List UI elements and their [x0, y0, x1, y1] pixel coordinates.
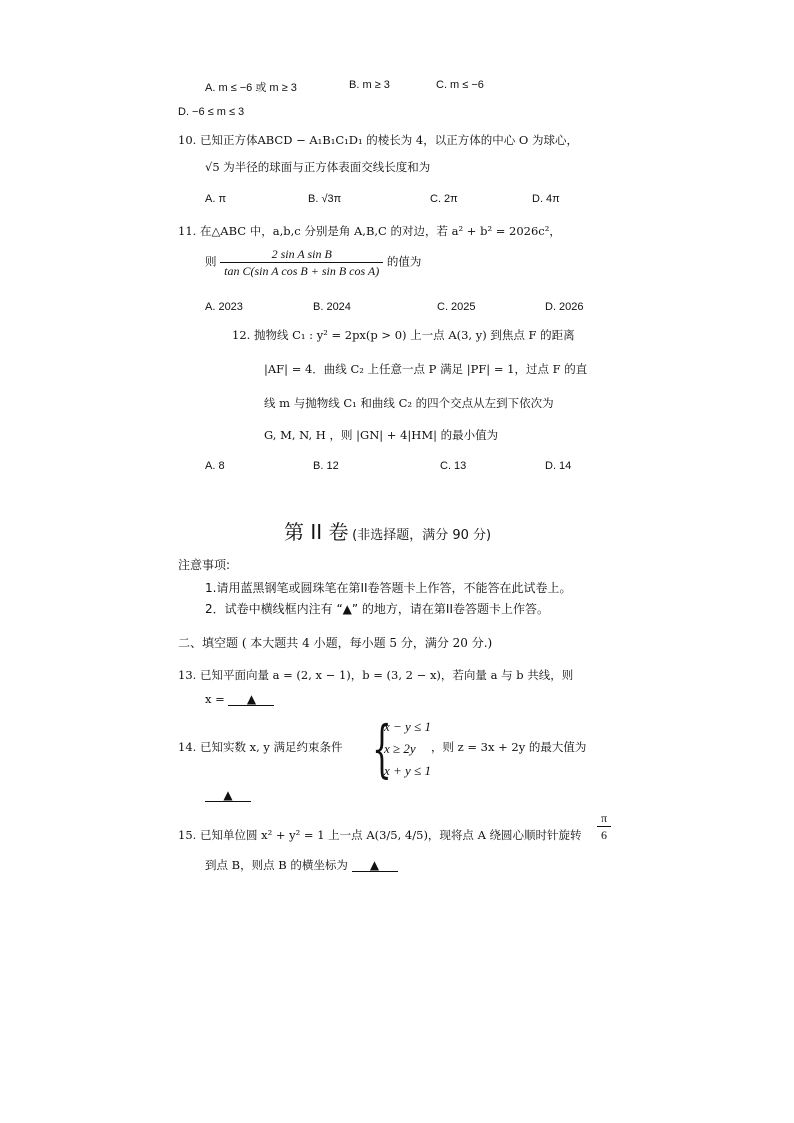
fill-heading: 二、填空题 ( 本大题共 4 小题，每小题 5 分，满分 20 分.): [178, 636, 493, 650]
q15-answer-blank: ▲: [352, 859, 398, 872]
q14-answer-line: [205, 789, 251, 802]
q11-option-d: D. 2026: [545, 301, 584, 313]
q10-option-a: A. π: [205, 193, 227, 205]
section2-subtitle: (非选择题，满分 90 分): [352, 528, 492, 543]
q12-option-a: A. 8: [205, 460, 225, 472]
q13-answer-blank: ▲: [228, 693, 274, 706]
q10-line2: √5 为半径的球面与正方体表面交线长度和为: [205, 160, 431, 174]
q12-line4: G, M, N, H ，则 |GN| + 4|HM| 的最小值为: [264, 428, 499, 442]
q11-option-a: A. 2023: [205, 301, 243, 313]
q14-constraint-1: x − y ≤ 1: [384, 719, 431, 734]
q14-constraint-3: x + y ≤ 1: [384, 763, 431, 778]
q12-line3: 线 m 与抛物线 C₁ 和曲线 C₂ 的四个交点从左到下依次为: [264, 396, 554, 410]
notes-heading: 注意事项:: [178, 558, 231, 572]
q12-option-d: D. 14: [545, 460, 572, 472]
q12-line2: |AF| = 4．曲线 C₂ 上任意一点 P 满足 |PF| = 1，过点 F 的直: [264, 362, 588, 376]
q10-option-b: B. √3π: [308, 193, 342, 205]
q11-numerator: 2 sin A sin B: [220, 248, 383, 263]
q9-option-b: B. m ≥ 3: [349, 79, 390, 91]
q10-line1: 10. 已知正方体ABCD − A₁B₁C₁D₁ 的棱长为 4，以正方体的中心 O 为球心，: [178, 133, 578, 147]
notes-item1: 1.请用蓝黑钢笔或圆珠笔在第II卷答题卡上作答，不能答在此试卷上。: [205, 581, 572, 595]
section2-heading: [284, 516, 491, 545]
q12-option-c: C. 13: [440, 460, 467, 472]
q11-option-c: C. 2025: [437, 301, 476, 313]
q9-option-c: C. m ≤ −6: [436, 79, 484, 91]
q11-fraction: [220, 248, 383, 277]
q15-frac-num: π: [597, 812, 611, 827]
q14-brace: {: [372, 712, 392, 785]
q11-prefix: 则: [205, 254, 217, 269]
q14-answer-blank: ▲: [205, 789, 251, 802]
q13-x-label: x =: [205, 692, 225, 706]
q10-option-d: D. 4π: [532, 193, 560, 205]
q12-option-b: B. 12: [313, 460, 339, 472]
section2-title: 第 II 卷: [284, 520, 349, 544]
q14-prefix: 14. 已知实数 x, y 满足约束条件: [178, 740, 343, 754]
q13-line2: [205, 693, 274, 706]
q9-option-d: D. −6 ≤ m ≤ 3: [178, 106, 245, 118]
q13-line1: 13. 已知平面向量 a = (2, x − 1)，b = (3, 2 − x)，若向量 a 与 b 共线，则: [178, 668, 574, 682]
q11-line1: 11. 在△ABC 中，a,b,c 分别是角 A,B,C 的对边，若 a² + b² = 2026c²，: [178, 224, 561, 238]
q14-constraint-2: x ≥ 2y: [384, 741, 416, 756]
q15-line1: 15. 已知单位圆 x² + y² = 1 上一点 A(3/5, 4/5)，现将点 A 绕圆心顺时针旋转: [178, 828, 582, 842]
q14-system: [384, 716, 431, 782]
q11-option-b: B. 2024: [313, 301, 351, 313]
q15-frac-den: 6: [601, 828, 608, 842]
q11-denominator: tan C(sin A cos B + sin B cos A): [224, 264, 380, 278]
q15-fraction: [597, 812, 611, 841]
q14-suffix: ，则 z = 3x + 2y 的最大值为: [431, 740, 587, 754]
q15-line2-text: 到点 B，则点 B 的横坐标为: [205, 858, 348, 872]
q12-line1: 12. 抛物线 C₁ : y² = 2px(p > 0) 上一点 A(3, y) 到焦点 F 的距离: [232, 328, 575, 342]
q15-angle-fraction: [597, 812, 611, 841]
notes-item2: 2．试卷中横线框内注有 “▲” 的地方，请在第II卷答题卡上作答。: [205, 602, 550, 616]
q11-suffix: 的值为: [386, 254, 422, 269]
q10-option-c: C. 2π: [430, 193, 458, 205]
q15-line2: [205, 859, 398, 872]
q11-fraction-line: [205, 248, 421, 277]
q9-option-a: A. m ≤ −6 或 m ≥ 3: [205, 82, 297, 94]
